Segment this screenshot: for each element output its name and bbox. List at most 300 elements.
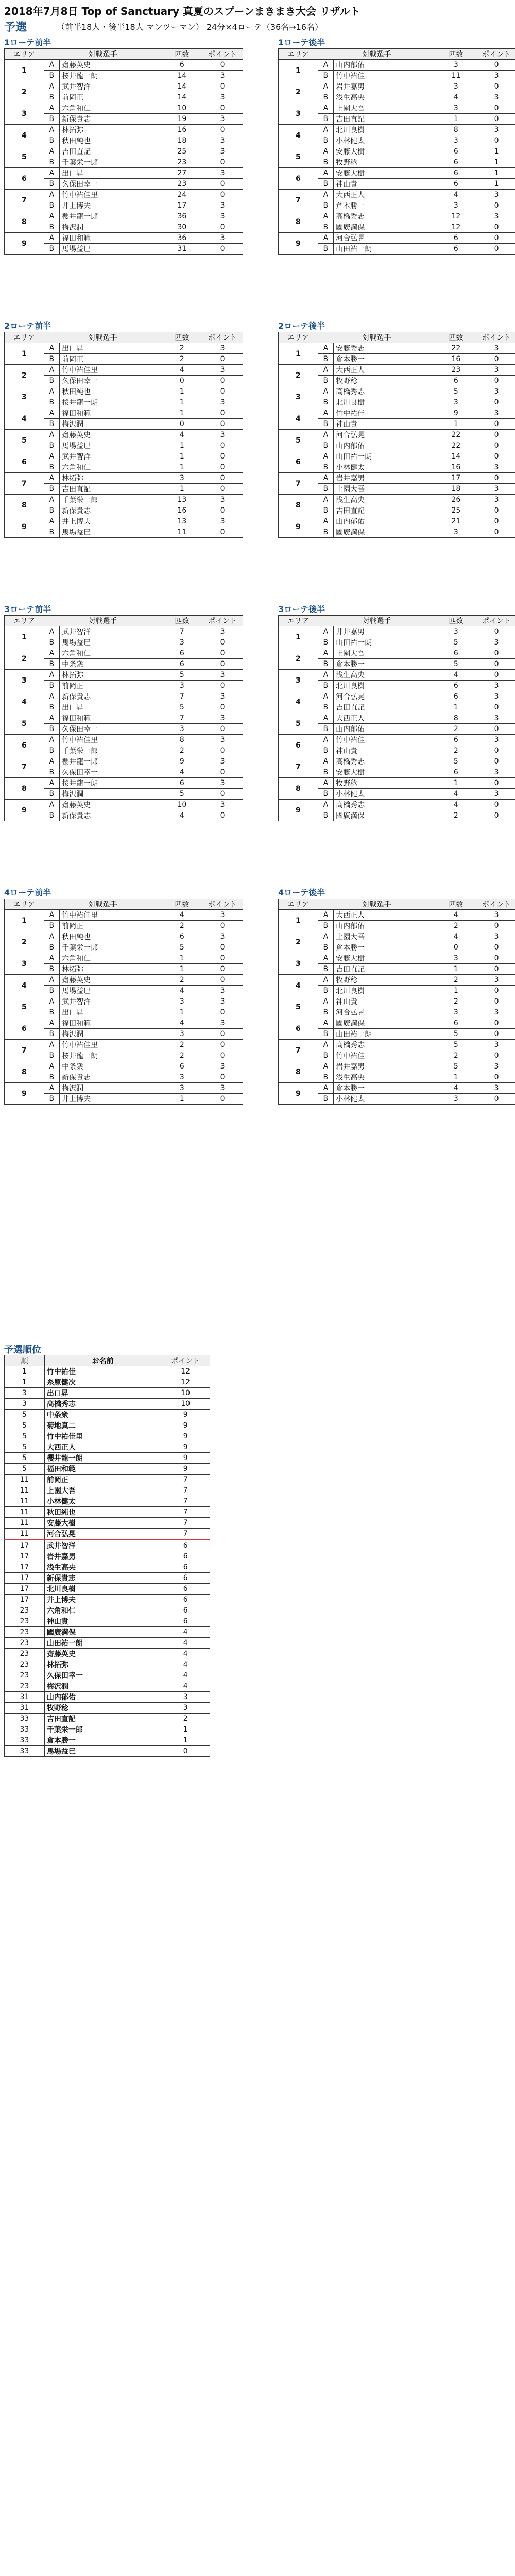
table-cell: B — [44, 702, 59, 713]
table-cell: 竹中祐佳 — [334, 1050, 436, 1061]
table-cell: B — [44, 440, 59, 451]
table-cell: 9 — [161, 1453, 210, 1464]
table-cell: 0 — [202, 190, 243, 200]
table-cell: 3 — [436, 135, 476, 146]
table-cell: 0 — [476, 810, 515, 821]
table-cell: 3 — [476, 408, 515, 419]
table-cell: 3 — [202, 1018, 243, 1029]
table-cell: 山田祐一朗 — [334, 1029, 436, 1040]
table-cell: 河合弘晃 — [334, 1007, 436, 1018]
table-cell: 竹中祐佳 — [334, 735, 436, 745]
table-cell: 5 — [5, 1431, 45, 1442]
table-cell: A — [318, 713, 333, 724]
table-cell: 9 — [5, 800, 44, 821]
table-cell: 林拓弥 — [44, 1659, 161, 1670]
point-header: ポイント — [161, 1355, 210, 1366]
table-header: エリア — [5, 49, 44, 60]
table-cell: 1 — [162, 397, 202, 408]
table-row — [279, 910, 515, 921]
table-cell: 6 — [436, 691, 476, 702]
table-cell: 6 — [436, 1018, 476, 1029]
table-cell: 8 — [5, 211, 44, 233]
table-cell: 1 — [162, 386, 202, 397]
table-cell: 4 — [436, 800, 476, 810]
table-cell: 23 — [5, 1670, 45, 1681]
table-cell: 3 — [202, 146, 243, 157]
table-cell: A — [318, 800, 333, 810]
table-cell: 1 — [162, 1094, 202, 1105]
table-cell: 3 — [162, 724, 202, 735]
table-cell: A — [44, 168, 59, 179]
table-cell: 3 — [202, 626, 243, 637]
round-label: 2ローテ後半 — [278, 321, 325, 331]
table-cell: 8 — [279, 1061, 318, 1083]
table-row — [5, 233, 243, 244]
table-cell: A — [44, 81, 59, 92]
table-cell: A — [318, 953, 333, 964]
table-row — [5, 1485, 210, 1496]
table-cell: 3 — [162, 681, 202, 691]
table-cell: B — [318, 810, 333, 821]
table-cell: 23 — [162, 157, 202, 168]
table-cell: A — [44, 430, 59, 440]
table-row — [5, 408, 243, 419]
table-cell: 9 — [5, 233, 44, 255]
table-cell: 2 — [162, 1050, 202, 1061]
table-cell: A — [44, 1061, 59, 1072]
table-cell: 8 — [279, 211, 318, 233]
table-row — [5, 211, 243, 222]
table-cell: 6 — [436, 179, 476, 190]
table-cell: 0 — [202, 975, 243, 986]
table-cell: A — [44, 386, 59, 397]
table-cell: 2 — [5, 648, 44, 670]
table-header: 匹数 — [436, 899, 476, 910]
table-cell: 北川良樹 — [44, 1584, 161, 1595]
table-cell: 山内郁佑 — [334, 921, 436, 931]
table-row — [5, 1595, 210, 1605]
table-cell: 1 — [162, 462, 202, 473]
table-cell: 0 — [202, 702, 243, 713]
table-cell: 5 — [162, 670, 202, 681]
table-cell: 11 — [5, 1475, 45, 1485]
table-cell: 1 — [162, 953, 202, 964]
table-cell: A — [44, 691, 59, 702]
table-cell: 0 — [202, 451, 243, 462]
table-cell: 大西正人 — [334, 365, 436, 376]
table-cell: 國廣満保 — [334, 527, 436, 538]
table-cell: 新保貴志 — [60, 691, 162, 702]
table-cell: 浅生高央 — [334, 92, 436, 103]
table-cell: 23 — [5, 1681, 45, 1692]
table-cell: 神山貴 — [334, 419, 436, 430]
table-cell: A — [318, 386, 333, 397]
table-cell: 0 — [476, 473, 515, 484]
table-cell: 4 — [279, 408, 318, 430]
table-cell: 3 — [161, 1692, 210, 1703]
table-cell: 桜井龍一朗 — [60, 1050, 162, 1061]
table-cell: A — [44, 146, 59, 157]
table-cell: 8 — [436, 125, 476, 135]
table-cell: 4 — [279, 125, 318, 146]
table-cell: 0 — [202, 1040, 243, 1050]
table-cell: 3 — [476, 681, 515, 691]
table-cell: 0 — [202, 789, 243, 800]
table-cell: 10 — [161, 1388, 210, 1399]
table-cell: B — [318, 71, 333, 81]
table-cell: 2 — [162, 921, 202, 931]
table-cell: 0 — [476, 745, 515, 756]
table-row — [5, 1670, 210, 1681]
table-cell: 0 — [476, 921, 515, 931]
table-cell: A — [318, 910, 333, 921]
table-cell: 24 — [162, 190, 202, 200]
table-cell: 7 — [161, 1496, 210, 1507]
table-cell: 3 — [476, 484, 515, 495]
table-cell: A — [318, 473, 333, 484]
table-cell: 神山貴 — [44, 1616, 161, 1627]
table-cell: 3 — [436, 626, 476, 637]
table-cell: 5 — [5, 1410, 45, 1420]
table-cell: B — [318, 681, 333, 691]
table-cell: 3 — [476, 365, 515, 376]
table-row — [279, 931, 515, 942]
ranking-title: 予選順位 — [4, 1345, 41, 1355]
table-cell: 3 — [202, 800, 243, 810]
table-cell: 1 — [279, 626, 318, 648]
table-cell: 2 — [162, 745, 202, 756]
table-cell: 3 — [436, 200, 476, 211]
table-cell: 吉田直記 — [334, 505, 436, 516]
table-cell: 11 — [5, 1507, 45, 1518]
table-cell: 4 — [5, 125, 44, 146]
table-cell: A — [318, 756, 333, 767]
table-cell: 山田祐一朗 — [44, 1638, 161, 1649]
table-cell: 8 — [279, 495, 318, 516]
table-cell: 武井智洋 — [60, 996, 162, 1007]
table-cell: 2 — [162, 343, 202, 354]
table-cell: 33 — [5, 1714, 45, 1724]
table-cell: 河合弘晃 — [334, 430, 436, 440]
table-cell: 上園大吾 — [334, 931, 436, 942]
table-cell: 北川良樹 — [334, 681, 436, 691]
table-cell: 久保田幸一 — [60, 179, 162, 190]
table-cell: B — [318, 724, 333, 735]
table-cell: 1 — [436, 114, 476, 125]
table-cell: 高橋秀志 — [334, 800, 436, 810]
round-table — [278, 332, 515, 538]
table-cell: 小林健太 — [334, 135, 436, 146]
table-cell: 0 — [202, 1029, 243, 1040]
table-cell: 梅沢潤 — [60, 789, 162, 800]
table-cell: 武井智洋 — [44, 1540, 161, 1551]
table-cell: 小林健太 — [334, 462, 436, 473]
table-cell: 5 — [436, 386, 476, 397]
table-cell: 大西正人 — [334, 190, 436, 200]
table-cell: 千葉栄一郎 — [60, 495, 162, 505]
table-cell: 7 — [161, 1529, 210, 1540]
table-cell: 安藤大樹 — [334, 767, 436, 778]
table-cell: B — [44, 659, 59, 670]
table-cell: 0 — [202, 440, 243, 451]
table-cell: 19 — [162, 114, 202, 125]
table-cell: 0 — [476, 659, 515, 670]
table-cell: 出口昇 — [60, 1007, 162, 1018]
table-row — [5, 670, 243, 681]
table-cell: 6 — [162, 648, 202, 659]
table-cell: 27 — [162, 168, 202, 179]
table-cell: 上園大吾 — [334, 103, 436, 114]
table-cell: 4 — [162, 810, 202, 821]
table-row — [279, 60, 515, 71]
table-cell: 1 — [476, 168, 515, 179]
table-cell: 11 — [5, 1518, 45, 1529]
table-row — [5, 1692, 210, 1703]
table-cell: 0 — [202, 419, 243, 430]
table-cell: 8 — [279, 778, 318, 800]
table-cell: 16 — [162, 125, 202, 135]
table-row — [279, 495, 515, 505]
table-cell: A — [318, 670, 333, 681]
table-cell: 5 — [5, 146, 44, 168]
table-cell: A — [44, 103, 59, 114]
table-cell: B — [44, 135, 59, 146]
table-row — [279, 996, 515, 1007]
table-cell: 0 — [476, 103, 515, 114]
table-cell: 16 — [436, 462, 476, 473]
table-cell: B — [318, 767, 333, 778]
table-cell: 2 — [436, 996, 476, 1007]
table-cell: 河合弘晃 — [44, 1529, 161, 1540]
table-cell: 10 — [162, 800, 202, 810]
table-cell: A — [318, 996, 333, 1007]
table-row — [5, 975, 243, 986]
table-cell: 31 — [5, 1703, 45, 1714]
table-cell: 0 — [202, 505, 243, 516]
table-cell: 1 — [279, 910, 318, 931]
table-cell: 7 — [161, 1518, 210, 1529]
table-row — [5, 953, 243, 964]
table-row — [279, 516, 515, 527]
table-cell: 山田祐一朗 — [334, 637, 436, 648]
table-cell: 12 — [161, 1366, 210, 1377]
table-cell: 1 — [5, 626, 44, 648]
table-row — [5, 146, 243, 157]
table-cell: B — [44, 942, 59, 953]
table-cell: 0 — [202, 942, 243, 953]
table-row — [5, 1616, 210, 1627]
table-cell: 7 — [5, 1040, 44, 1061]
table-cell: 3 — [5, 386, 44, 408]
table-cell: 岩井嘉男 — [44, 1551, 161, 1562]
table-cell: 牧野稔 — [334, 778, 436, 789]
table-cell: 1 — [279, 60, 318, 81]
table-cell: 1 — [162, 440, 202, 451]
table-cell: 吉田直記 — [334, 964, 436, 975]
table-cell: A — [44, 953, 59, 964]
table-cell: 吉田直記 — [334, 702, 436, 713]
table-row — [279, 103, 515, 114]
round-label: 1ローテ前半 — [4, 38, 52, 47]
table-cell: B — [44, 179, 59, 190]
table-cell: B — [44, 92, 59, 103]
round-table — [278, 48, 515, 255]
table-cell: 3 — [202, 168, 243, 179]
table-cell: 3 — [202, 135, 243, 146]
table-row — [279, 365, 515, 376]
table-cell: 林拓弥 — [60, 964, 162, 975]
table-cell: A — [318, 626, 333, 637]
table-row — [5, 1518, 210, 1529]
table-cell: A — [44, 60, 59, 71]
table-cell: 1 — [161, 1724, 210, 1735]
table-header: 対戦選手 — [318, 616, 436, 626]
table-cell: A — [44, 735, 59, 745]
table-cell: 13 — [162, 495, 202, 505]
table-cell: 0 — [476, 233, 515, 244]
table-cell: 12 — [161, 1377, 210, 1388]
table-cell: 7 — [279, 756, 318, 778]
table-cell: 梅沢潤 — [60, 1029, 162, 1040]
table-cell: 5 — [436, 1061, 476, 1072]
table-cell: 0 — [476, 244, 515, 255]
table-cell: 六角和仁 — [44, 1605, 161, 1616]
table-cell: 4 — [162, 365, 202, 376]
table-cell: A — [318, 975, 333, 986]
table-cell: 3 — [279, 953, 318, 975]
table-cell: 高橋秀志 — [334, 756, 436, 767]
table-cell: 竹中祐佳 — [44, 1366, 161, 1377]
table-cell: 9 — [161, 1464, 210, 1475]
table-cell: 竹中祐佳里 — [60, 365, 162, 376]
table-cell: 千葉栄一郎 — [60, 745, 162, 756]
table-cell: B — [44, 527, 59, 538]
table-cell: 3 — [476, 735, 515, 745]
table-cell: 23 — [5, 1659, 45, 1670]
round-label: 4ローテ前半 — [4, 888, 52, 897]
table-row — [5, 1573, 210, 1584]
table-cell: 0 — [476, 114, 515, 125]
table-cell: 武井智洋 — [60, 451, 162, 462]
table-cell: A — [318, 190, 333, 200]
table-cell: 5 — [162, 702, 202, 713]
table-cell: 23 — [5, 1616, 45, 1627]
table-cell: 2 — [436, 724, 476, 735]
table-cell: 桜井龍一朗 — [60, 397, 162, 408]
table-cell: 0 — [202, 659, 243, 670]
table-cell: 桜井龍一朗 — [60, 778, 162, 789]
table-cell: 前岡正 — [60, 921, 162, 931]
table-cell: 3 — [476, 691, 515, 702]
table-cell: 3 — [202, 691, 243, 702]
table-cell: 7 — [161, 1485, 210, 1496]
round-table — [4, 899, 243, 1105]
table-cell: 4 — [279, 975, 318, 996]
table-cell: 新保貴志 — [44, 1573, 161, 1584]
table-cell: 25 — [436, 505, 476, 516]
table-cell: 1 — [162, 964, 202, 975]
table-row — [5, 1605, 210, 1616]
table-cell: 山内郁佑 — [334, 440, 436, 451]
table-cell: 齋藤英史 — [44, 1649, 161, 1659]
table-cell: 0 — [476, 527, 515, 538]
table-cell: 秋田純也 — [60, 135, 162, 146]
table-cell: 18 — [162, 135, 202, 146]
table-header: 対戦選手 — [44, 332, 162, 343]
table-cell: B — [318, 702, 333, 713]
table-row — [5, 1410, 210, 1420]
table-cell: 0 — [476, 135, 515, 146]
table-cell: 18 — [436, 484, 476, 495]
table-cell: 3 — [162, 1083, 202, 1094]
table-cell: 17 — [162, 200, 202, 211]
table-cell: 岩井嘉男 — [334, 473, 436, 484]
table-cell: 4 — [436, 190, 476, 200]
table-cell: 31 — [162, 244, 202, 255]
table-cell: 吉田直記 — [334, 114, 436, 125]
table-cell: 浅生高央 — [334, 495, 436, 505]
table-cell: 福田和範 — [44, 1464, 161, 1475]
table-cell: 新保貴志 — [60, 810, 162, 821]
table-cell: B — [44, 724, 59, 735]
table-cell: 上園大吾 — [334, 648, 436, 659]
table-row — [5, 365, 243, 376]
name-header: お名前 — [44, 1355, 161, 1366]
table-row — [5, 1724, 210, 1735]
table-cell: 3 — [202, 713, 243, 724]
table-cell: 4 — [161, 1627, 210, 1638]
table-cell: 6 — [161, 1551, 210, 1562]
table-cell: 12 — [436, 222, 476, 233]
table-cell: 9 — [161, 1442, 210, 1453]
table-cell: 0 — [476, 1050, 515, 1061]
table-cell: A — [44, 1040, 59, 1050]
table-row — [279, 408, 515, 419]
table-cell: 3 — [202, 1061, 243, 1072]
table-cell: 6 — [162, 1061, 202, 1072]
table-cell: 1 — [5, 1366, 45, 1377]
table-cell: 出口昇 — [60, 702, 162, 713]
table-cell: 7 — [279, 190, 318, 211]
table-cell: A — [318, 778, 333, 789]
table-cell: 0 — [202, 244, 243, 255]
table-cell: 17 — [5, 1562, 45, 1573]
table-cell: 4 — [436, 789, 476, 800]
table-cell: 3 — [162, 637, 202, 648]
table-cell: 5 — [279, 713, 318, 735]
table-row — [5, 1735, 210, 1746]
table-cell: 竹中祐佳里 — [60, 735, 162, 745]
table-cell: 出口昇 — [60, 168, 162, 179]
table-row — [5, 168, 243, 179]
table-cell: A — [44, 233, 59, 244]
table-row — [5, 1649, 210, 1659]
table-cell: 安藤大樹 — [334, 953, 436, 964]
table-cell: 六角和仁 — [60, 953, 162, 964]
table-cell: 牧野稔 — [334, 975, 436, 986]
table-row — [5, 103, 243, 114]
table-cell: 1 — [161, 1735, 210, 1746]
table-cell: 7 — [5, 473, 44, 495]
table-cell: 中条衆 — [44, 1410, 161, 1420]
table-row — [279, 735, 515, 745]
table-cell: B — [318, 135, 333, 146]
table-row — [5, 1714, 210, 1724]
table-cell: 6 — [436, 376, 476, 386]
table-cell: B — [44, 1050, 59, 1061]
table-row — [5, 756, 243, 767]
round-table — [278, 899, 515, 1105]
